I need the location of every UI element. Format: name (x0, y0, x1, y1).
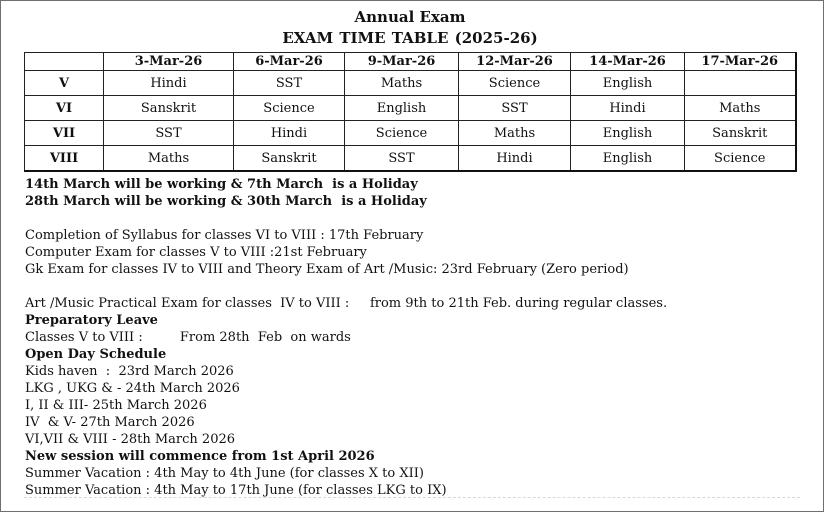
date-header: 14-Mar-26 (571, 53, 685, 71)
date-header: 3-Mar-26 (104, 53, 234, 71)
subject-cell: Science (459, 71, 571, 96)
spacer (25, 278, 805, 295)
open-day-item: I, II & III- 25th March 2026 (25, 398, 207, 413)
summer-vacation-note: Summer Vacation : 4th May to 4th June (for classes X to XII) (25, 466, 424, 481)
subject-cell (685, 71, 796, 96)
table-header-row (25, 53, 796, 71)
header-corner (25, 53, 104, 71)
subject-cell: Hindi (459, 146, 571, 172)
subject-cell: Sanskrit (685, 121, 796, 146)
subject-cell: Maths (345, 71, 459, 96)
table-row (25, 71, 796, 96)
new-session-note: New session will commence from 1st April 2026 (25, 449, 375, 464)
subject-cell: Maths (104, 146, 234, 172)
subject-cell: SST (234, 71, 345, 96)
subject-cell: SST (459, 96, 571, 121)
preparatory-leave-heading: Preparatory Leave (25, 313, 158, 328)
open-day-item: LKG , UKG & - 24th March 2026 (25, 381, 240, 396)
subject-cell: SST (104, 121, 234, 146)
class-cell: VII (25, 121, 104, 146)
computer-exam-note: Computer Exam for classes V to VIII :21st February (25, 245, 367, 260)
subject-cell: Sanskrit (104, 96, 234, 121)
open-day-heading: Open Day Schedule (25, 347, 167, 362)
page-break-line (24, 497, 800, 498)
date-header: 6-Mar-26 (234, 53, 345, 71)
syllabus-note: Completion of Syllabus for classes VI to VIII : 17th February (25, 228, 424, 243)
summer-vacation-note: Summer Vacation : 4th May to 17th June (for classes LKG to IX) (25, 483, 447, 498)
practical-exam-note: Art /Music Practical Exam for classes IV to VIII : from 9th to 21th Feb. during regular classes. (25, 296, 668, 311)
gk-exam-note: Gk Exam for classes IV to VIII and Theory Exam of Art /Music: 23rd February (Zero period) (25, 262, 629, 277)
subject-cell: Hindi (234, 121, 345, 146)
subject-cell: SST (345, 146, 459, 172)
document-subtitle: EXAM TIME TABLE (2025-26) (282, 29, 538, 47)
subject-cell: English (571, 121, 685, 146)
holiday-note: 28th March will be working & 30th March is a Holiday (25, 194, 427, 209)
subject-cell: Hindi (104, 71, 234, 96)
spacer (25, 210, 805, 227)
notes-section (25, 176, 805, 499)
exam-timetable (24, 52, 797, 172)
table-row (25, 96, 796, 121)
class-cell: VI (25, 96, 104, 121)
subject-cell: English (571, 146, 685, 172)
subject-cell: Hindi (571, 96, 685, 121)
date-header: 9-Mar-26 (345, 53, 459, 71)
subject-cell: English (571, 71, 685, 96)
class-cell: VIII (25, 146, 104, 172)
class-cell: V (25, 71, 104, 96)
date-header: 12-Mar-26 (459, 53, 571, 71)
table-row (25, 121, 796, 146)
table-row (25, 146, 796, 172)
subject-cell: Sanskrit (234, 146, 345, 172)
open-day-item: IV & V- 27th March 2026 (25, 415, 195, 430)
subject-cell: English (345, 96, 459, 121)
subject-cell: Maths (685, 96, 796, 121)
subject-cell: Maths (459, 121, 571, 146)
subject-cell: Science (685, 146, 796, 172)
open-day-item: Kids haven : 23rd March 2026 (25, 364, 234, 379)
subject-cell: Science (345, 121, 459, 146)
subject-cell: Science (234, 96, 345, 121)
document-title: Annual Exam (354, 8, 466, 26)
date-header: 17-Mar-26 (685, 53, 796, 71)
preparatory-leave-line: Classes V to VIII : From 28th Feb on wards (25, 330, 351, 345)
holiday-note: 14th March will be working & 7th March is a Holiday (25, 177, 418, 192)
open-day-item: VI,VII & VIII - 28th March 2026 (25, 432, 236, 447)
